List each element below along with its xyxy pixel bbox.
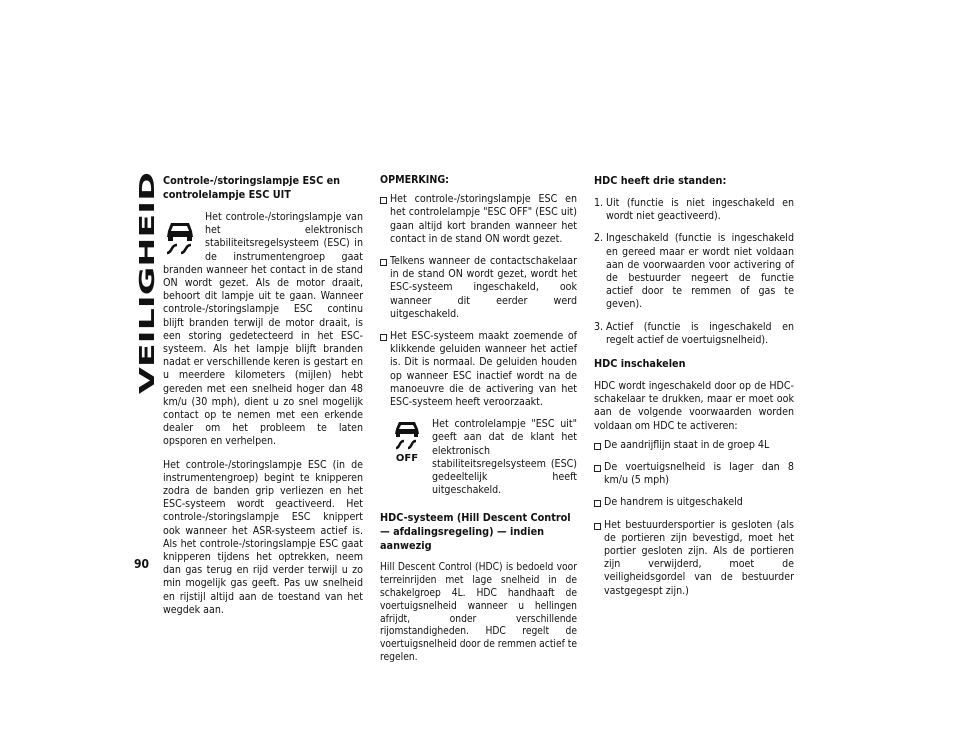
section-tab-graphic	[134, 168, 160, 396]
note-label: OPMERKING:	[380, 174, 449, 186]
esc-paragraph-1: Het controle-/storingslampje van het elektronisch stabiliteitsregelsysteem (ESC) in de instrumentengroep gaat branden wanneer het contact in de stand ON wordt gezet. Als de motor draait, behoort dit lampje uit te gaan. Wanneer controle-/storingslampje ESC continu blijft branden terwijl de motor draait, is een storing gedetecteerd in het ESC-systeem. Als het lampje blijft branden nadat er verschillende keren is gestart en u meerdere kilometers (mijlen) hebt gereden met een snelheid hoger dan 48 km/u (30 mph), dient u zo snel mogelijk contact op te nemen met een erkende dealer om het probleem te laten opsporen en verhelpen.	[163, 211, 363, 448]
list-item: De handrem is uitgeschakeld	[594, 496, 794, 509]
esc-off-block	[380, 418, 577, 507]
list-item	[594, 321, 794, 347]
esc-off-icon-label: OFF	[395, 453, 419, 465]
section-tab	[134, 168, 160, 396]
list-item: Het controle-/storingslampje ESC en het controlelampje "ESC OFF" (ESC uit) gaan altijd kort branden wanneer het contact in de stand ON wordt gezet.	[380, 193, 577, 246]
esc-off-icon	[390, 420, 426, 466]
item-text: Ingeschakeld (functie is ingeschakeld en gereed maar er wordt niet voldaan aan de voorwaarden voor activering of de bestuurder negeert de functie actief door te remmen of gas te geven).	[606, 232, 794, 311]
esc-paragraph-2: Het controle-/storingslampje ESC (in de instrumentengroep) begint te knipperen zodra de banden grip verliezen en het ESC-systeem wordt geactiveerd. Het controle-/storingslampje ESC knippert ook wanneer het ASR-systeem actief is. Als het controle-/storingslampje ESC gaat knipperen tijdens het optrekken, neem dan gas terug en rijd verder terwijl u zo min mogelijk gas geeft. Pas uw snelheid en rijstijl altijd aan de toestand van het wegdek aan.	[163, 458, 363, 616]
hdc-conditions-list	[594, 439, 794, 598]
item-number: 1.	[594, 197, 604, 209]
list-item: Het ESC-systeem maakt zoemende of klikkende geluiden wanneer het actief is. Dit is normaal. De geluiden houden op wanneer ESC inactief wordt na de manoeuvre die de activering van het ESC-systeem heeft veroorzaakt.	[380, 330, 577, 409]
list-item	[594, 232, 794, 311]
item-number: 3.	[594, 320, 604, 333]
page-number: 90	[134, 557, 150, 571]
item-text: Actief (functie is ingeschakeld en regelt actief de voertuigsnelheid).	[606, 320, 794, 346]
list-item: De voertuigsnelheid is lager dan 8 km/u (5 mph)	[594, 461, 794, 487]
list-item: Het bestuurdersportier is gesloten (als de portieren zijn bevestigd, moet het portier gesloten zijn. Als de portieren zijn verwijderd, moet de veiligheidsgordel van de bestuurder vastgegespt zijn.)	[594, 519, 794, 598]
note-bullets	[380, 193, 577, 409]
esc-warning-icon	[163, 217, 199, 259]
heading-hdc-modes: HDC heeft drie standen:	[594, 174, 727, 187]
heading-hdc: HDC-systeem (Hill Descent Control — afdalingsregeling) — indien aanwezig	[380, 511, 571, 553]
column-2	[380, 174, 577, 675]
item-text: Uit (functie is niet ingeschakeld en wordt niet geactiveerd).	[606, 197, 794, 223]
heading-esc-lamp: Controle-/storingslampje ESC en controlelampje ESC UIT	[163, 174, 341, 201]
hdc-modes-list	[594, 197, 794, 347]
item-number: 2.	[594, 232, 604, 245]
hdc-enable-paragraph: HDC wordt ingeschakeld door op de HDC-schakelaar te drukken, maar er moet ook aan de volgende voorwaarden worden voldaan om HDC te activeren:	[594, 380, 794, 432]
column-1	[163, 174, 363, 627]
list-item	[594, 197, 794, 223]
list-item: De aandrijflijn staat in de groep 4L	[594, 439, 794, 452]
list-item: Telkens wanneer de contactschakelaar in de stand ON wordt gezet, wordt het ESC-systeem ingeschakeld, ook wanneer dit eerder werd uitgeschakeld.	[380, 255, 577, 321]
column-3	[594, 174, 794, 607]
esc-off-text: Het controlelampje "ESC uit" geeft aan dat de klant het elektronisch stabiliteitsregelsysteem (ESC) gedeeltelijk heeft uitgeschakeld.	[432, 418, 577, 497]
section-tab-label: VEILIGHEID	[135, 266, 159, 394]
heading-hdc-enable: HDC inschakelen	[594, 357, 686, 371]
hdc-lead-paragraph: Hill Descent Control (HDC) is bedoeld voor terreinrijden met lage snelheid in de schakelgroep 4L. HDC handhaaft de voertuigsnelheid wanneer u hellingen afrijdt, onder verschillende rijomstandigheden. HDC regelt de voertuigsnelheid door de remmen actief te regelen.	[380, 562, 577, 664]
